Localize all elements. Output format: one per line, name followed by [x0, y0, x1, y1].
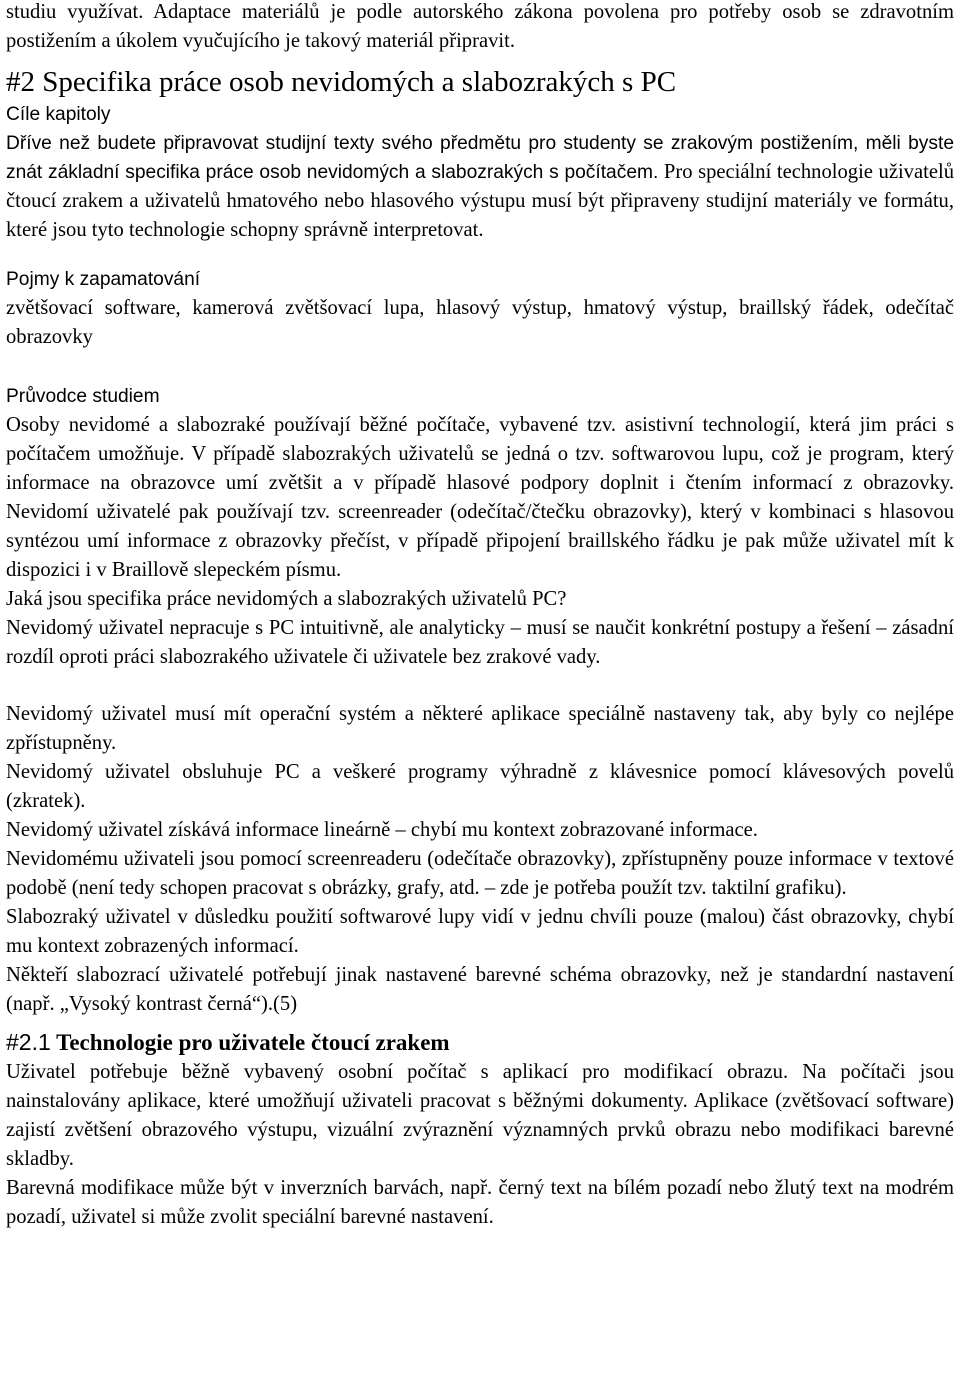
goals-heading: Cíle kapitoly [6, 104, 111, 125]
guide-point-2: Nevidomý uživatel obsluhuje PC a veškeré programy výhradně z klávesnice pomocí klávesových povelů (zkratek). [6, 761, 954, 812]
guide-point-3: Nevidomý uživatel získává informace lineárně – chybí mu kontext zobrazované informace. [6, 819, 758, 841]
guide-point-6: Někteří slabozrací uživatelé potřebují jinak nastavené barevné schéma obrazovky, než je standardní nastavení (např. „Vysoký kontrast černá“).(5) [6, 964, 954, 1015]
terms-heading: Pojmy k zapamatování [6, 269, 201, 290]
guide-point-4: Nevidomému uživateli jsou pomocí screenreaderu (odečítače obrazovky), zpřístupněny pouze informace v textové podobě (není tedy schopen pracovat s obrázky, grafy, atd. – zde je potřeba použít tzv. taktilní grafiku). [6, 848, 954, 899]
guide-heading: Průvodce studiem [6, 386, 160, 407]
guide-question: Jaká jsou specifika práce nevidomých a slabozrakých uživatelů PC? [6, 588, 567, 610]
guide-paragraph-1: Osoby nevidomé a slabozraké používají běžné počítače, vybavené tzv. asistivní technologií, která jim práci s počítačem umožňuje. V případě slabozrakých uživatelů se jedná o tzv. softwarovou lupu, což je program, který informace na obrazovce umí zvětšit a v případě hlasové podpory doplnit i čtením informací z obrazovky. Nevidomí uživatelé pak používají tzv. screenreader (odečítač/čtečku obrazovky), který v kombinaci s hlasovou syntézou umí informace z obrazovky přečíst, v případě připojení braillského řádku je pak může uživatel mít k dispozici i v Braillově slepeckém písmu. [6, 414, 954, 581]
goals-text-serif: Pro speciální technologie uživatelů čtoucí zrakem a uživatelů hmatového nebo hlasového výstupu musí být připraveny studijní materiály ve formátu, které jsou tyto technologie schopny správně interpretovat. [6, 161, 954, 241]
section-number: #2.1 [6, 1029, 51, 1055]
section-paragraph-2: Barevná modifikace může být v inverzních barvách, např. černý text na bílém pozadí nebo žlutý text na modrém pozadí, uživatel si může zvolit speciální barevné nastavení. [6, 1177, 954, 1228]
section-heading [6, 1027, 954, 1058]
goals-paragraph [6, 129, 954, 245]
guide-paragraph-3: Nevidomý uživatel nepracuje s PC intuitivně, ale analyticky – musí se naučit konkrétní postupy a řešení – zásadní rozdíl oproti práci slabozrakého uživatele či uživatele bez zrakové vady. [6, 617, 954, 668]
terms-paragraph: zvětšovací software, kamerová zvětšovací lupa, hlasový výstup, hmatový výstup, braillský řádek, odečítač obrazovky [6, 297, 954, 348]
chapter-title: #2 Specifika práce osob nevidomých a slabozrakých s PC [6, 66, 677, 98]
guide-point-5: Slabozraký uživatel v důsledku použití softwarové lupy vidí v jednu chvíli pouze (malou) část obrazovky, chybí mu kontext zobrazených informací. [6, 906, 954, 957]
guide-point-1: Nevidomý uživatel musí mít operační systém a některé aplikace speciálně nastaveny tak, aby byly co nejlépe zpřístupněny. [6, 703, 954, 754]
goals-text-sans: Dříve než budete připravovat studijní texty svého předmětu pro studenty se zrakovým postižením, měli byste znát základní specifika práce osob nevidomých a slabozrakých s počítačem. [6, 133, 954, 183]
intro-paragraph: studiu využívat. Adaptace materiálů je podle autorského zákona povolena pro potřeby osob se zdravotním postižením a úkolem vyučujícího je takový materiál připravit. [6, 1, 954, 52]
section-title: Technologie pro uživatele čtoucí zrakem [50, 1030, 450, 1055]
section-paragraph-1: Uživatel potřebuje běžně vybavený osobní počítač s aplikací pro modifikací obrazu. Na počítači jsou nainstalovány aplikace, které umožňují uživateli pracovat s běžnými dokumenty. Aplikace (zvětšovací software) zajistí zvětšení obrazového výstupu, vizuální zvýraznění významných prvků obrazu nebo modifikaci barevné skladby. [6, 1061, 954, 1170]
